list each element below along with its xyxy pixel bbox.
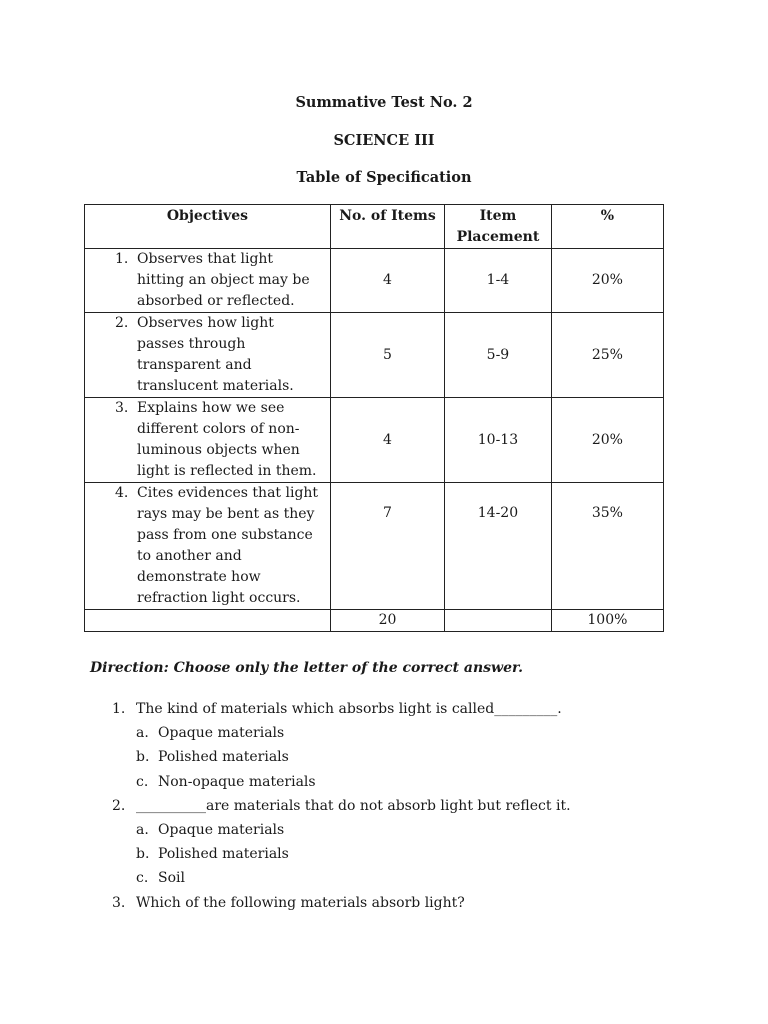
objective-number: 2. <box>115 315 129 331</box>
option-letter: a. <box>136 725 149 742</box>
header-objectives: Objectives <box>85 205 331 249</box>
total-placement-cell <box>445 610 552 632</box>
total-items-cell: 20 <box>330 610 444 632</box>
header-item-placement: Item Placement <box>445 205 552 249</box>
test-title: Summative Test No. 2 <box>295 94 473 111</box>
question-item <box>112 794 712 818</box>
placement-cell: 5-9 <box>445 313 552 398</box>
table-row <box>85 249 664 313</box>
table-row <box>85 313 664 398</box>
option-text: Polished materials <box>158 749 289 766</box>
option-letter: b. <box>136 846 150 863</box>
question-number: 1. <box>112 701 126 717</box>
option-letter: a. <box>136 822 149 839</box>
objective-number: 1. <box>115 251 129 267</box>
question-text: The kind of materials which absorbs light is called_________. <box>136 701 562 717</box>
specification-table <box>84 204 664 632</box>
question-number: 2. <box>112 797 126 814</box>
total-objective-cell <box>85 610 331 632</box>
items-cell: 7 <box>330 483 444 610</box>
question-item <box>112 891 712 915</box>
objective-text: Cites evidences that light rays may be bent as they pass from one substance to another and demonstrate how refraction light occurs. <box>137 485 319 606</box>
option-letter: b. <box>136 749 150 766</box>
placement-cell: 14-20 <box>445 483 552 610</box>
objective-number: 3. <box>115 400 129 416</box>
objective-cell <box>85 249 331 313</box>
objective-cell <box>85 483 331 610</box>
objective-text: Explains how we see different colors of non-luminous objects when light is reflected in them. <box>137 400 317 479</box>
percent-cell: 20% <box>551 249 663 313</box>
option-text: Non-opaque materials <box>158 773 316 790</box>
objective-text: Observes how light passes through transparent and translucent materials. <box>137 315 294 394</box>
table-row <box>85 483 664 610</box>
answer-option <box>112 842 712 866</box>
answer-option <box>112 745 712 769</box>
option-text: Soil <box>158 870 185 887</box>
objective-cell <box>85 398 331 483</box>
option-text: Polished materials <box>158 846 289 863</box>
direction-text: Direction: Choose only the letter of the correct answer. <box>90 660 523 676</box>
question-list <box>112 697 712 915</box>
placement-cell: 10-13 <box>445 398 552 483</box>
question-text: Which of the following materials absorb light? <box>136 894 465 911</box>
option-letter: c. <box>136 773 149 790</box>
items-cell: 4 <box>330 249 444 313</box>
percent-cell: 35% <box>551 483 663 610</box>
answer-option <box>112 770 712 794</box>
total-row <box>85 610 664 632</box>
option-text: Opaque materials <box>158 822 285 839</box>
objective-number: 4. <box>115 485 129 501</box>
items-cell: 5 <box>330 313 444 398</box>
percent-cell: 25% <box>551 313 663 398</box>
answer-option <box>112 866 712 890</box>
answer-option <box>112 721 712 745</box>
answer-option <box>112 818 712 842</box>
total-percent-cell: 100% <box>551 610 663 632</box>
question-number: 3. <box>112 894 126 911</box>
question-item <box>112 697 712 721</box>
option-text: Opaque materials <box>158 725 285 742</box>
subject-title: SCIENCE III <box>333 132 435 149</box>
header-percent: % <box>551 205 663 249</box>
option-letter: c. <box>136 870 149 887</box>
question-text: __________are materials that do not absorb light but reflect it. <box>136 797 571 814</box>
objective-cell <box>85 313 331 398</box>
table-title: Table of Specification <box>296 169 472 186</box>
percent-cell: 20% <box>551 398 663 483</box>
header-no-of-items: No. of Items <box>330 205 444 249</box>
table-row <box>85 398 664 483</box>
placement-cell: 1-4 <box>445 249 552 313</box>
items-cell: 4 <box>330 398 444 483</box>
objective-text: Observes that light hitting an object may be absorbed or reflected. <box>137 251 310 309</box>
